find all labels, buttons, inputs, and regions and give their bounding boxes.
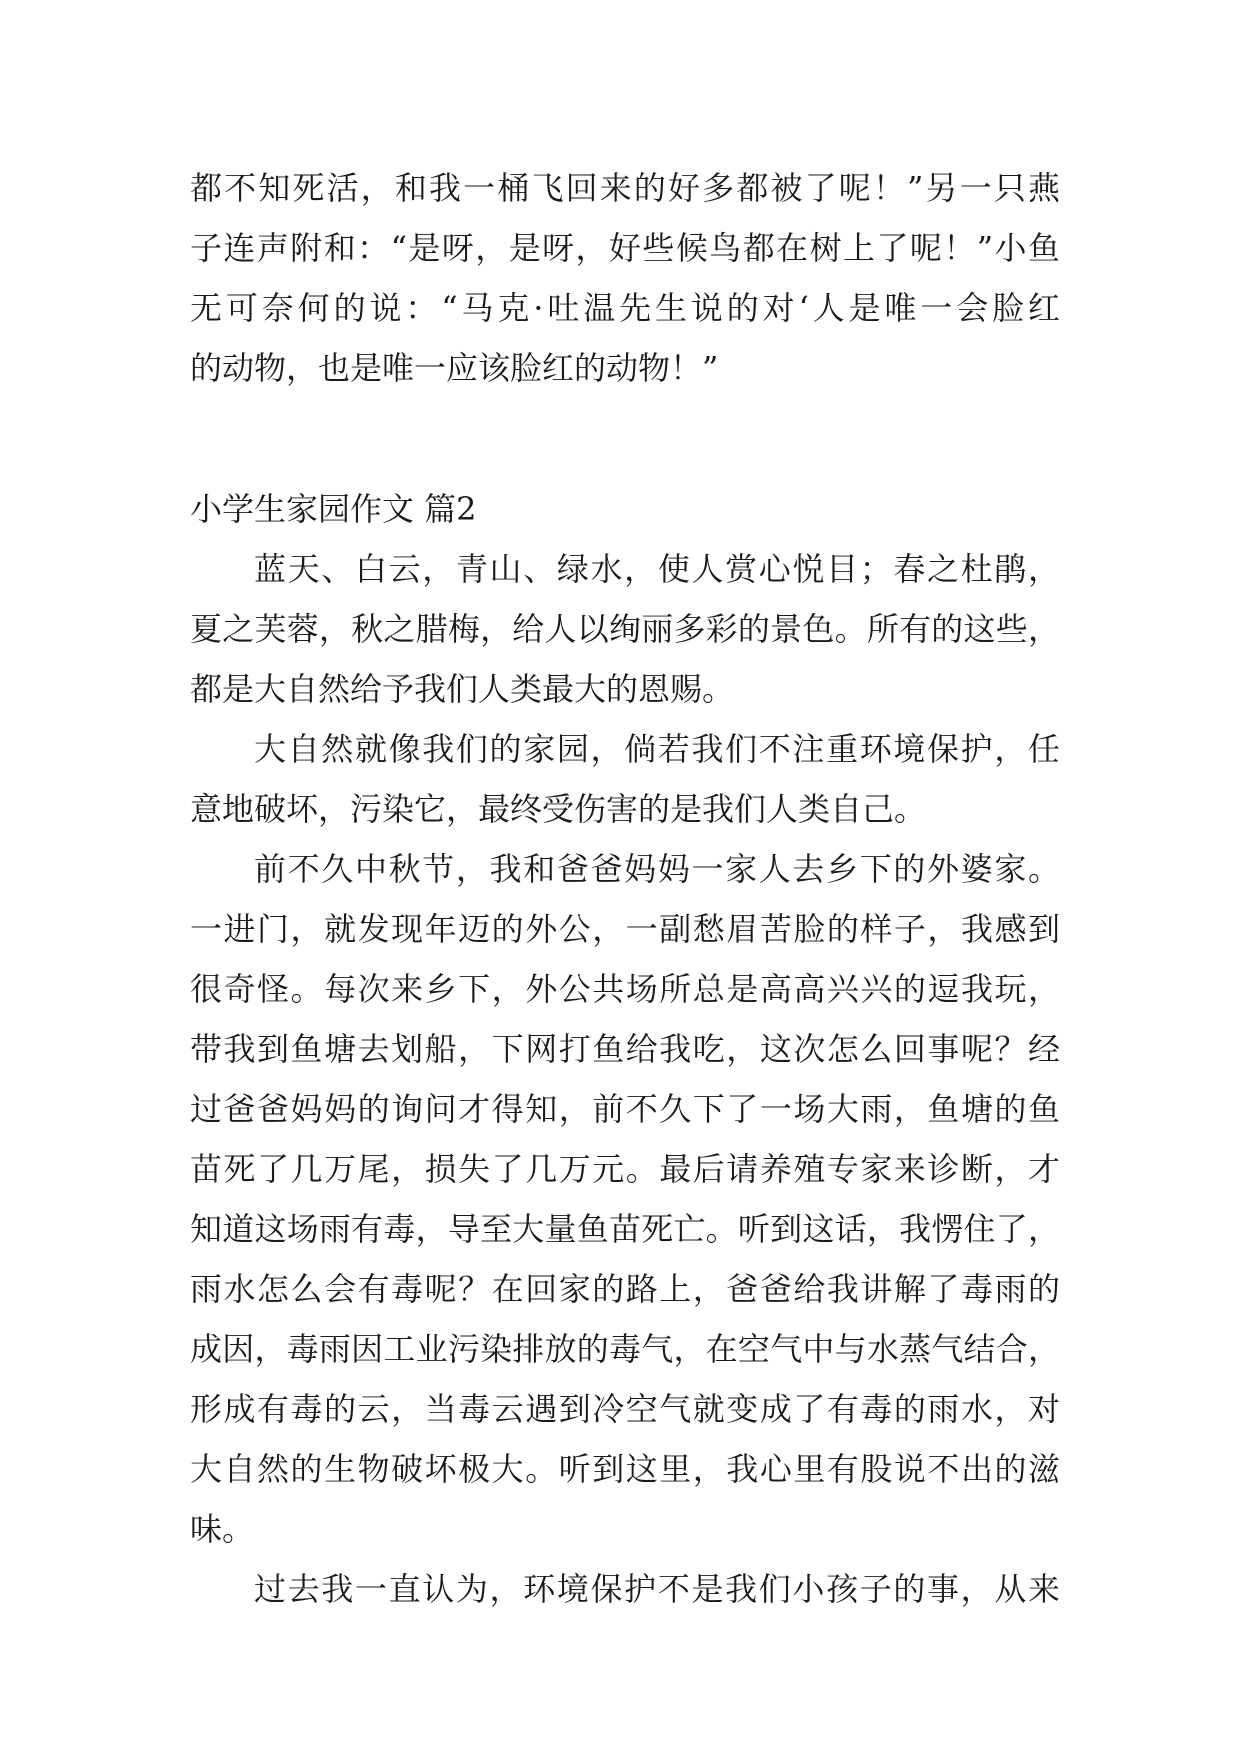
text-line: 过爸爸妈妈的询问才得知，前不久下了一场大雨，鱼塘的鱼 <box>190 1090 1060 1128</box>
text-line: 子连声附和：“是呀，是呀，好些候鸟都在树上了呢！”小鱼 <box>190 229 1060 267</box>
paragraph-4 <box>190 1559 1060 1619</box>
text-line: 形成有毒的云，当毒云遇到冷空气就变成了有毒的雨水，对 <box>190 1390 1060 1428</box>
text-line: 大自然的生物破坏极大。听到这里，我心里有股说不出的滋 <box>190 1450 1060 1488</box>
text-line: 带我到鱼塘去划船，下网打鱼给我吃，这次怎么回事呢？经 <box>190 1030 1060 1068</box>
text-line: 很奇怪。每次来乡下，外公共场所总是高高兴兴的逗我玩， <box>190 970 1060 1008</box>
text-line: 无可奈何的说：“马克·吐温先生说的对‘人是唯一会脸红 <box>190 289 1060 327</box>
text-line: 苗死了几万尾，损失了几万元。最后请养殖专家来诊断，才 <box>190 1150 1060 1188</box>
text-line: 大自然就像我们的家园，倘若我们不注重环境保护，任 <box>254 730 1060 768</box>
paragraph-gap <box>190 398 1060 479</box>
text-line: 知道这场雨有毒，导至大量鱼苗死亡。听到这话，我愣住了， <box>190 1210 1060 1248</box>
section-heading: 小学生家园作文 篇2 <box>190 490 477 528</box>
text-line: 味。 <box>190 1510 255 1548</box>
intro-paragraph <box>190 158 1060 398</box>
text-line: 雨水怎么会有毒呢？在回家的路上，爸爸给我讲解了毒雨的 <box>190 1270 1060 1308</box>
paragraph-3 <box>190 839 1060 1559</box>
text-line: 都不知死活，和我一桶飞回来的好多都被了呢！”另一只燕 <box>190 169 1060 207</box>
text-line: 一进门，就发现年迈的外公，一副愁眉苦脸的样子，我感到 <box>190 910 1060 948</box>
text-line: 蓝天、白云，青山、绿水，使人赏心悦目；春之杜鹃， <box>254 550 1060 588</box>
text-line: 都是大自然给予我们人类最大的恩赐。 <box>190 670 735 708</box>
text-line: 过去我一直认为，环境保护不是我们小孩子的事，从来 <box>254 1570 1060 1608</box>
document-body <box>190 158 1060 1619</box>
paragraph-2 <box>190 719 1060 839</box>
paragraph-1 <box>190 539 1060 719</box>
text-line: 前不久中秋节，我和爸爸妈妈一家人去乡下的外婆家。 <box>254 850 1060 888</box>
text-line: 成因，毒雨因工业污染排放的毒气，在空气中与水蒸气结合， <box>190 1330 1060 1368</box>
text-line: 夏之芙蓉，秋之腊梅，给人以绚丽多彩的景色。所有的这些， <box>190 610 1060 648</box>
text-line: 的动物，也是唯一应该脸红的动物！” <box>190 349 719 387</box>
text-line: 意地破坏，污染它，最终受伤害的是我们人类自己。 <box>190 790 927 828</box>
